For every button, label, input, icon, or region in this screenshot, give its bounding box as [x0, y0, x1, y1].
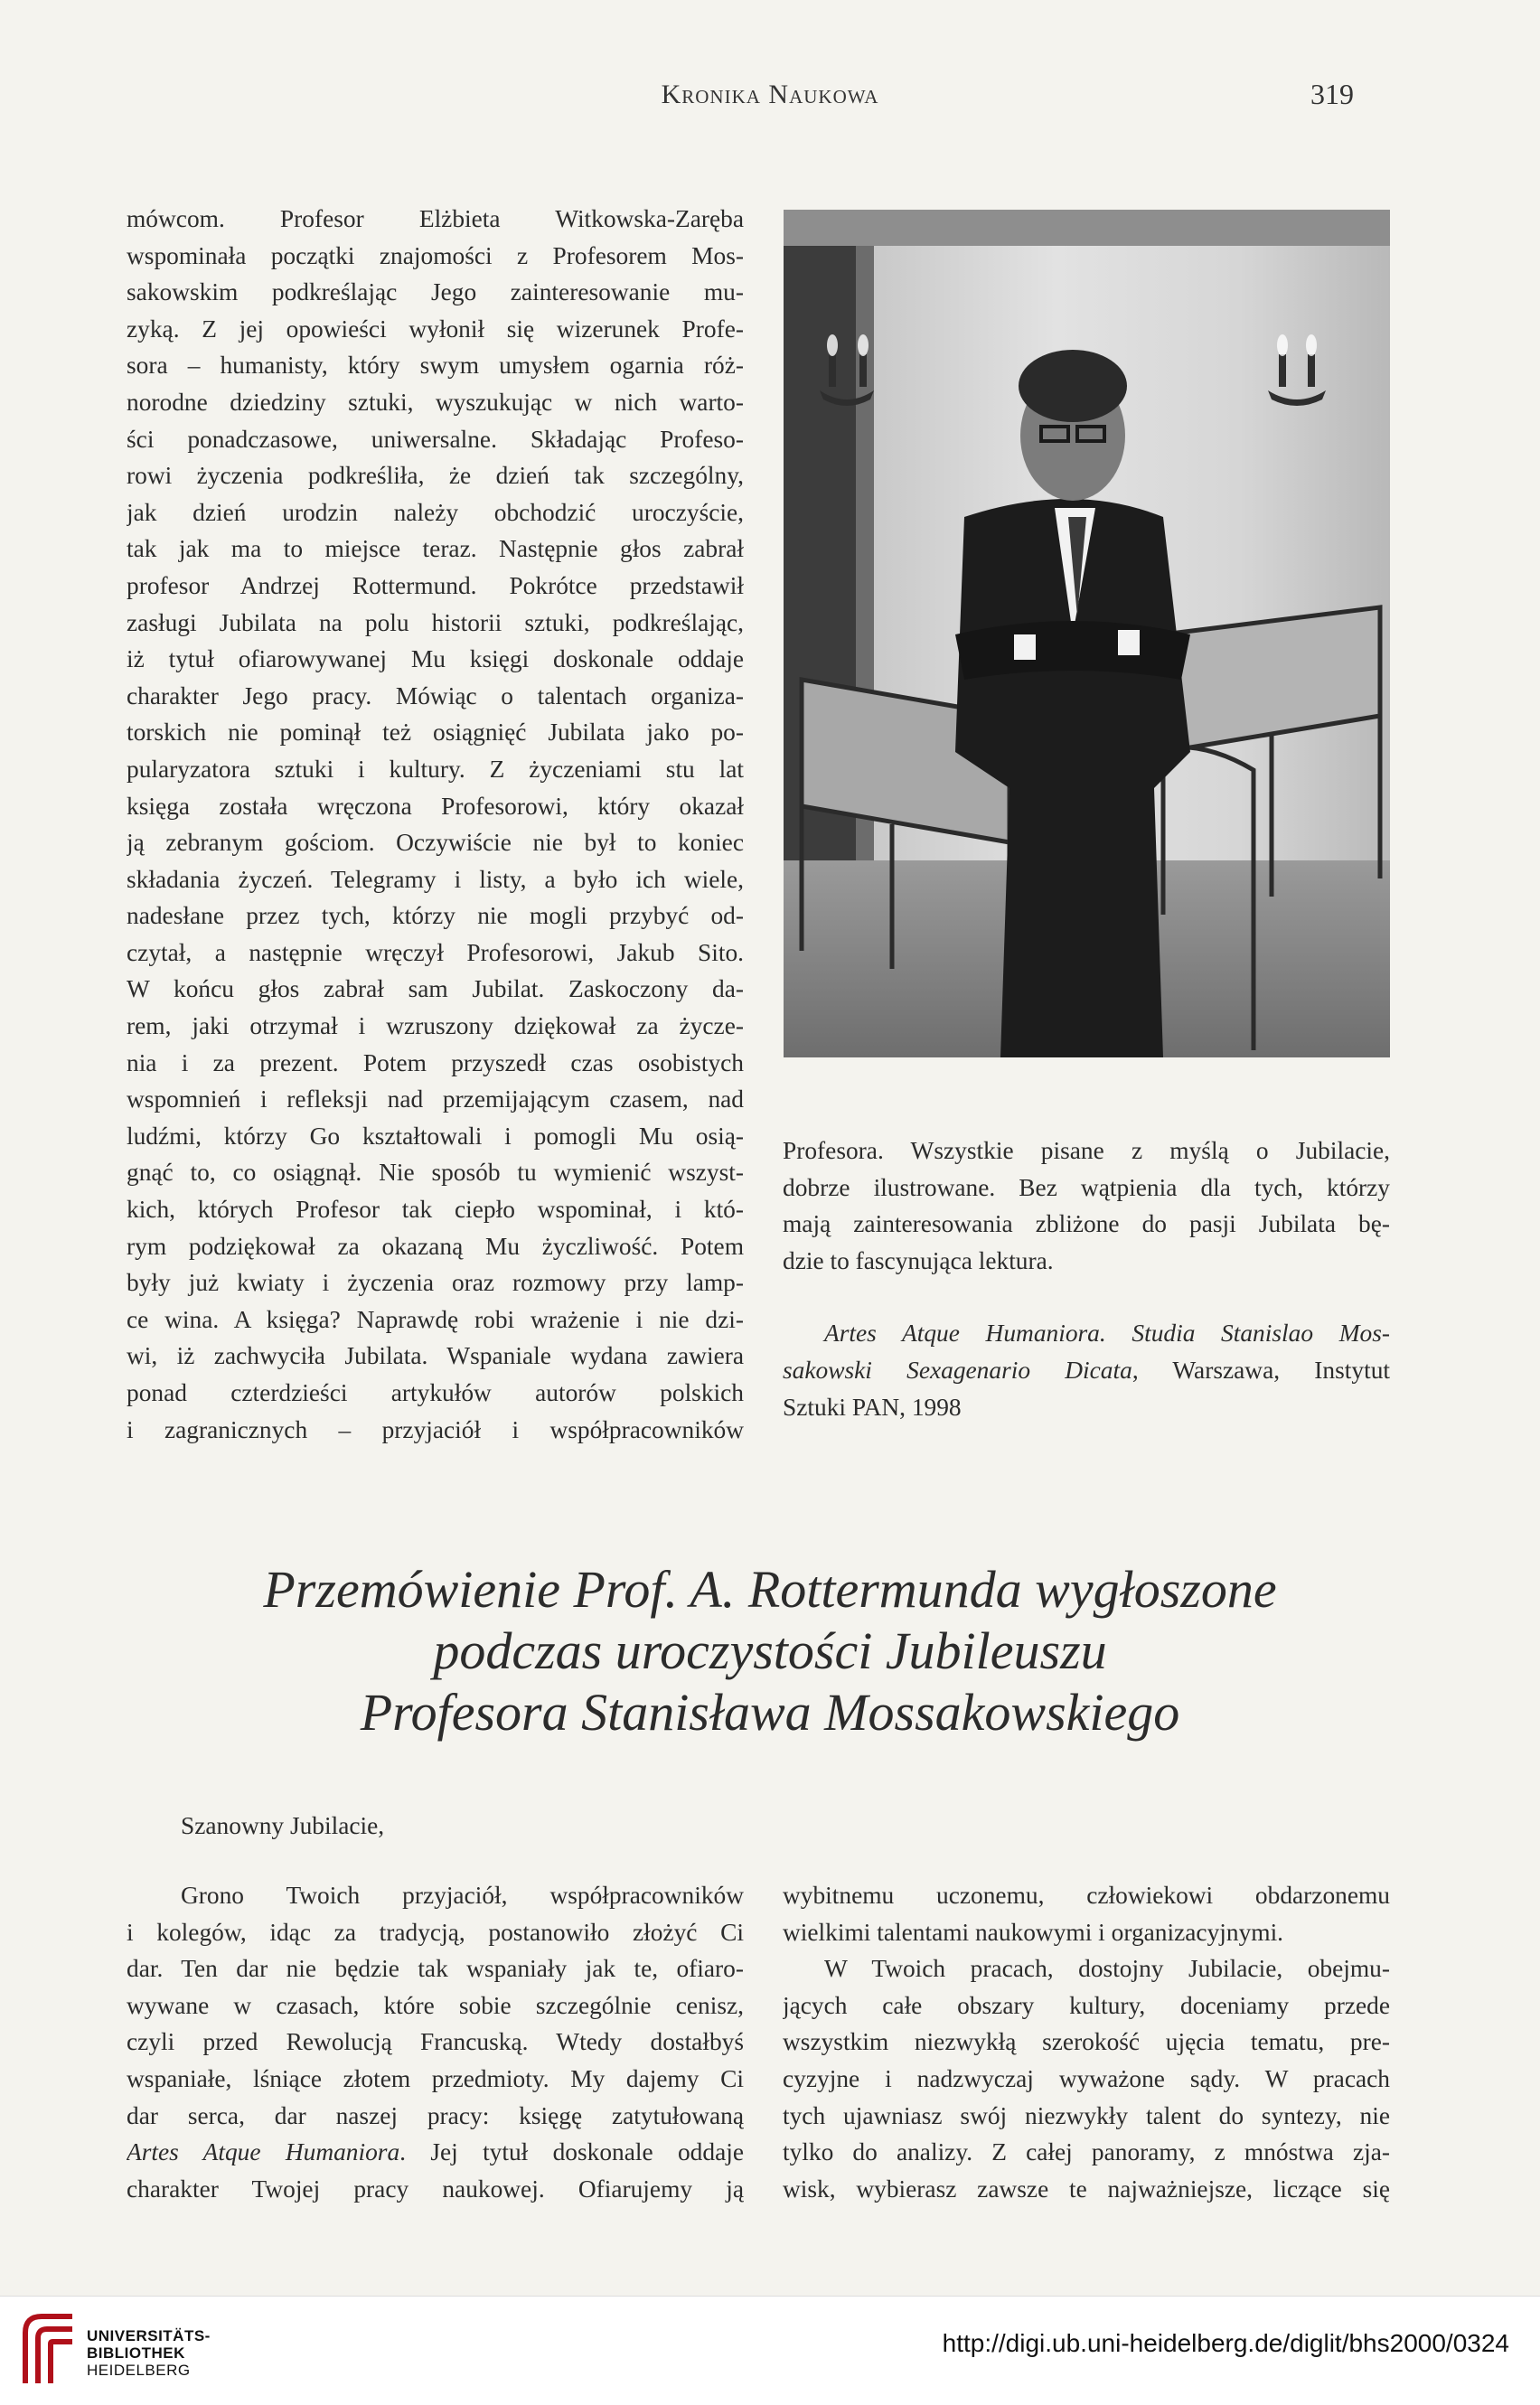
text-line: dar. Ten dar nie będzie tak wspaniały jak te, ofiaro- — [127, 1955, 744, 1983]
text-line: dzie to fascynująca lektura. — [783, 1246, 1054, 1274]
library-logo-icon — [20, 2311, 78, 2387]
text-line: tak jak ma to miejsce teraz. Następnie głos zabrał — [127, 535, 744, 563]
text-line: tych ujawniasz swój niezwykły talent do syntezy, nie — [783, 2101, 1390, 2129]
text-line: charakter Twojej pracy naukowej. Ofiarujemy ją — [127, 2175, 744, 2203]
text-line: ją zebranym gościom. Oczywiście nie był to koniec — [127, 829, 744, 857]
book-title: Artes Atque Humaniora. Studia Stanislao Mos- — [824, 1320, 1390, 1348]
text-line: dar serca, dar naszej pracy: księgę zatytułowaną — [127, 2101, 744, 2129]
text-line: mówcom. Profesor Elżbieta Witkowska-Zaręba — [127, 205, 744, 232]
text-line: składania życzeń. Telegramy i listy, a było ich wiele, — [127, 865, 744, 893]
text-line: ści ponadczasowe, uniwersalne. Składając Profeso- — [127, 425, 744, 453]
text-line: mają zainteresowania zbliżone do pasji Jubilata bę- — [783, 1210, 1390, 1238]
text-line: nadesłane przez tych, którzy nie mogli przybyć od- — [127, 902, 744, 930]
text-line: dobrze ilustrowane. Bez wątpienia dla tych, którzy — [783, 1173, 1390, 1201]
text-line: wywane w czasach, które sobie szczególnie cenisz, — [127, 1991, 744, 2019]
right-column-top — [783, 1132, 1390, 1425]
text-line: Artes Atque Humaniora. Jej tytuł doskonale oddaje — [127, 2138, 744, 2166]
text-line: nia i za prezent. Potem przyszedł czas osobistych — [127, 1048, 744, 1076]
text-line: gnąć to, co osiągnął. Nie sposób tu wymienić wszyst- — [127, 1159, 744, 1187]
footer-bar — [0, 2296, 1540, 2405]
text-line: norodne dziedziny sztuki, wyszukując w nich warto- — [127, 388, 744, 416]
section-title-line: Przemówienie Prof. A. Rottermunda wygłoszone — [263, 1560, 1277, 1619]
text-line: cyzyjne i nadzwyczaj wyważone sądy. W pracach — [783, 2064, 1390, 2092]
text-line: wielkimi talentami naukowymi i organizacyjnymi. — [783, 1918, 1284, 1946]
text-line: tylko do analizy. Z całej panoramy, z mnóstwa zja- — [783, 2138, 1390, 2166]
text-line: księga została wręczona Profesorowi, który okazał — [127, 792, 744, 820]
section-title-line: Profesora Stanisława Mossakowskiego — [360, 1683, 1180, 1742]
source-url-link[interactable]: http://digi.ub.uni-heidelberg.de/diglit/bhs2000/0324 — [942, 2329, 1509, 2357]
text-line: wspomnień i refleksji nad przemijającym czasem, nad — [127, 1085, 744, 1113]
text-line: jących całe obszary kultury, doceniamy przede — [783, 1991, 1390, 2019]
text-line: wspaniałe, lśniące złotem przedmioty. My dajemy Ci — [127, 2064, 744, 2092]
text-line: wisk, wybierasz zawsze te najważniejsze, liczące się — [783, 2175, 1390, 2203]
citation-line — [783, 1315, 1390, 1352]
text-line: pularyzatora sztuki i kultury. Z życzeniami stu lat — [127, 755, 744, 783]
section-title — [0, 1559, 1540, 1743]
text-line: Grono Twoich przyjaciół, współpracowników — [181, 1882, 744, 1909]
book-title-cont: sakowski Sexagenario Dicata — [783, 1356, 1132, 1384]
text-line: i zagranicznych – przyjaciół i współpracowników — [127, 1415, 744, 1443]
running-header: Kronika Naukowa — [661, 80, 879, 109]
text-line: wspominała początki znajomości z Profesorem Mos- — [127, 241, 744, 269]
text-line: Profesora. Wszystkie pisane z myślą o Jubilacie, — [783, 1137, 1390, 1164]
text-line: ponad czterdzieści artykułów autorów polskich — [127, 1379, 744, 1406]
page-number: 319 — [1310, 78, 1354, 110]
salutation: Szanowny Jubilacie, — [181, 1812, 385, 1839]
text-line: czytał, a następnie wręczył Profesorowi, Jakub Sito. — [127, 938, 744, 966]
text-line: wybitnemu uczonemu, człowiekowi obdarzonemu — [783, 1882, 1390, 1909]
text-line: zyką. Z jej opowieści wyłonił się wizerunek Profe- — [127, 315, 744, 343]
left-column-bottom — [127, 1877, 744, 2207]
text-line: torskich nie pominął też osiągnięć Jubilata jako po- — [127, 719, 744, 747]
citation-line: Sztuki PAN, 1998 — [783, 1393, 962, 1421]
text-line: rym podziękował za okazaną Mu życzliwość. Potem — [127, 1232, 744, 1260]
text-line: kich, których Profesor tak ciepło wspominał, i któ- — [127, 1196, 744, 1224]
text-line: iż tytuł ofiarowywanej Mu księgi doskonale oddaje — [127, 645, 744, 673]
text-line: sakowskim podkreślając Jego zainteresowanie mu- — [127, 278, 744, 306]
right-column-bottom — [783, 1877, 1390, 2207]
text-line: wi, iż zachwyciła Jubilata. Wspaniale wydana zawiera — [127, 1342, 744, 1370]
text-line: wszystkim niezwykłą szerokość ujęcia tematu, pre- — [783, 2028, 1390, 2056]
text-line: i kolegów, idąc za tradycją, postanowiło złożyć Ci — [127, 1918, 744, 1946]
book-title: Artes Atque Humaniora — [127, 2138, 400, 2166]
section-title-line: podczas uroczystości Jubileuszu — [433, 1621, 1107, 1680]
text-line: rowi życzenia podkreśliła, że dzień tak szczególny, — [127, 462, 744, 490]
text-line: ludźmi, którzy Go kształtowali i pomogli Mu osią- — [127, 1122, 744, 1150]
text-line: W Twoich pracach, dostojny Jubilacie, obejmu- — [824, 1955, 1390, 1983]
text-line: jak dzień urodzin należy obchodzić uroczyście, — [127, 498, 744, 526]
text-line: ce wina. A księga? Naprawdę robi wrażenie i nie dzi- — [127, 1305, 744, 1333]
text-line: charakter Jego pracy. Mówiąc o talentach organiza- — [127, 681, 744, 709]
library-logo-text: UNIVERSITÄTS- BIBLIOTHEK HEIDELBERG — [87, 2327, 211, 2379]
text-line: rem, jaki otrzymał i wzruszony dziękował za życze- — [127, 1012, 744, 1040]
text-line: były już kwiaty i życzenia oraz rozmowy przy lamp- — [127, 1269, 744, 1297]
text-line: sora – humanisty, który swym umysłem ogarnia róż- — [127, 352, 744, 380]
text-line: czyli przed Rewolucją Francuską. Wtedy dostałbyś — [127, 2028, 744, 2056]
text-line: zasługi Jubilata na polu historii sztuki, podkreślając, — [127, 608, 744, 636]
portrait-photo — [784, 210, 1390, 1057]
text-line: profesor Andrzej Rottermund. Pokrótce przedstawił — [127, 571, 744, 599]
citation-line: sakowski Sexagenario Dicata, Warszawa, Instytut — [783, 1356, 1390, 1384]
left-column-top — [127, 201, 744, 1448]
text-line: W końcu głos zabrał sam Jubilat. Zaskoczony da- — [127, 975, 744, 1003]
